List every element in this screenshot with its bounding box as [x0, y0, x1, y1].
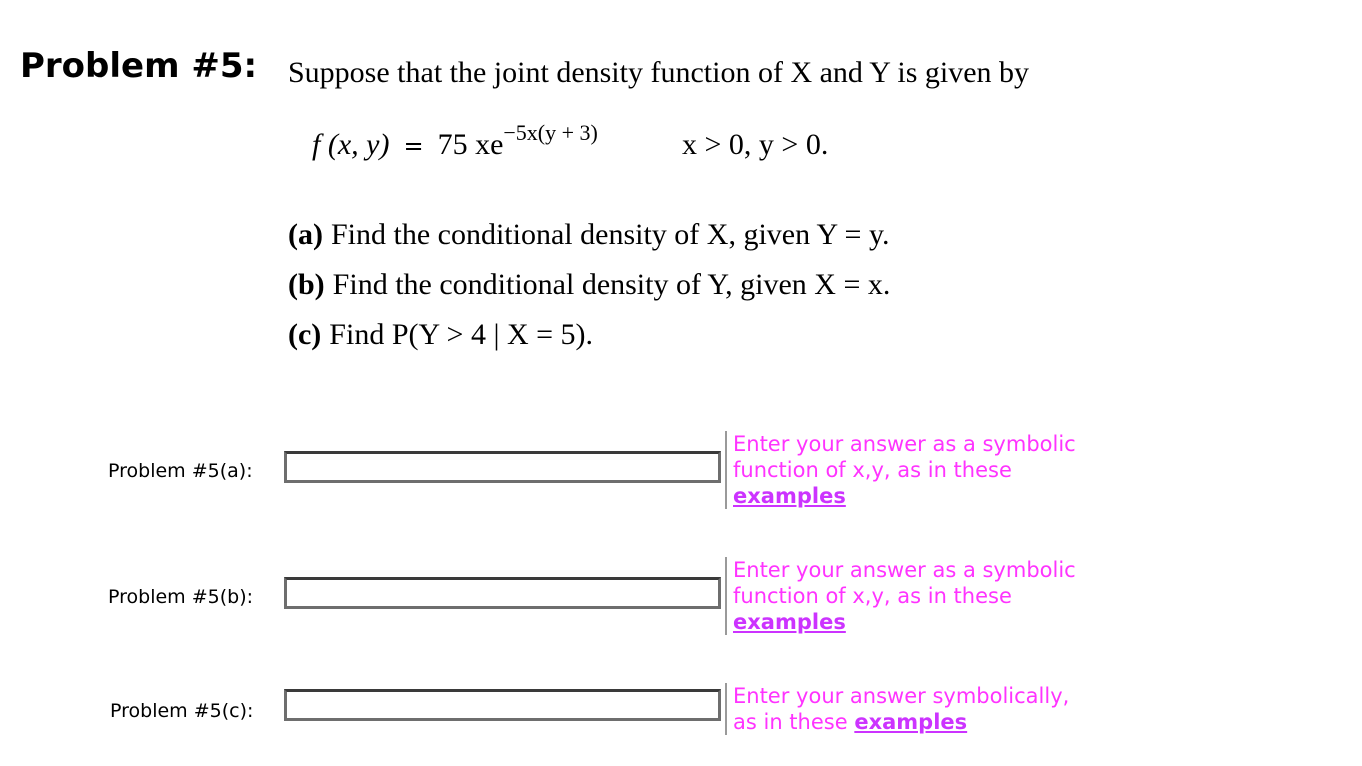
part-a-tag: (a) [288, 218, 323, 251]
answer-c-input[interactable] [284, 689, 721, 721]
answer-b-input[interactable] [284, 577, 721, 609]
answer-c-hint-text: Enter your answer symbolically, as in these [733, 684, 1070, 734]
answer-b-label: Problem #5(b): [108, 586, 254, 608]
answer-c-label: Problem #5(c): [110, 700, 254, 722]
problem-intro: Suppose that the joint density function of X and Y is given by [288, 56, 1030, 89]
answer-a-label: Problem #5(a): [108, 460, 253, 482]
formula-lhs: f (x, y) [312, 128, 390, 161]
answer-a-hint [725, 431, 1113, 509]
part-a [288, 218, 890, 252]
part-b-tag: (b) [288, 268, 325, 301]
answer-a-examples-link[interactable]: examples [733, 484, 846, 508]
answer-c-hint [725, 683, 1093, 735]
problem-number: Problem #5: [20, 46, 258, 86]
answer-a-hint-text: Enter your answer as a symbolic function of x,y, as in these [733, 432, 1076, 482]
part-a-text: Find the conditional density of X, given Y = y. [330, 218, 890, 251]
formula-equals: = [403, 132, 424, 160]
formula-exponent: −5x(y + 3) [503, 120, 598, 145]
part-b-text: Find the conditional density of Y, given X = x. [332, 268, 891, 301]
part-c-tag: (c) [288, 318, 322, 351]
formula-domain: x > 0, y > 0. [682, 128, 829, 161]
part-c [288, 318, 593, 352]
answer-b-hint-text: Enter your answer as a symbolic function of x,y, as in these [733, 558, 1076, 608]
part-b [288, 268, 890, 302]
formula-rhs: 75 xe [437, 128, 504, 161]
answer-b-examples-link[interactable]: examples [733, 610, 846, 634]
part-c-text: Find P(Y > 4 | X = 5). [329, 318, 594, 351]
density-formula [312, 120, 829, 162]
answer-a-input[interactable] [284, 451, 721, 483]
answer-c-examples-link[interactable]: examples [854, 710, 968, 734]
answer-b-hint [725, 557, 1113, 635]
